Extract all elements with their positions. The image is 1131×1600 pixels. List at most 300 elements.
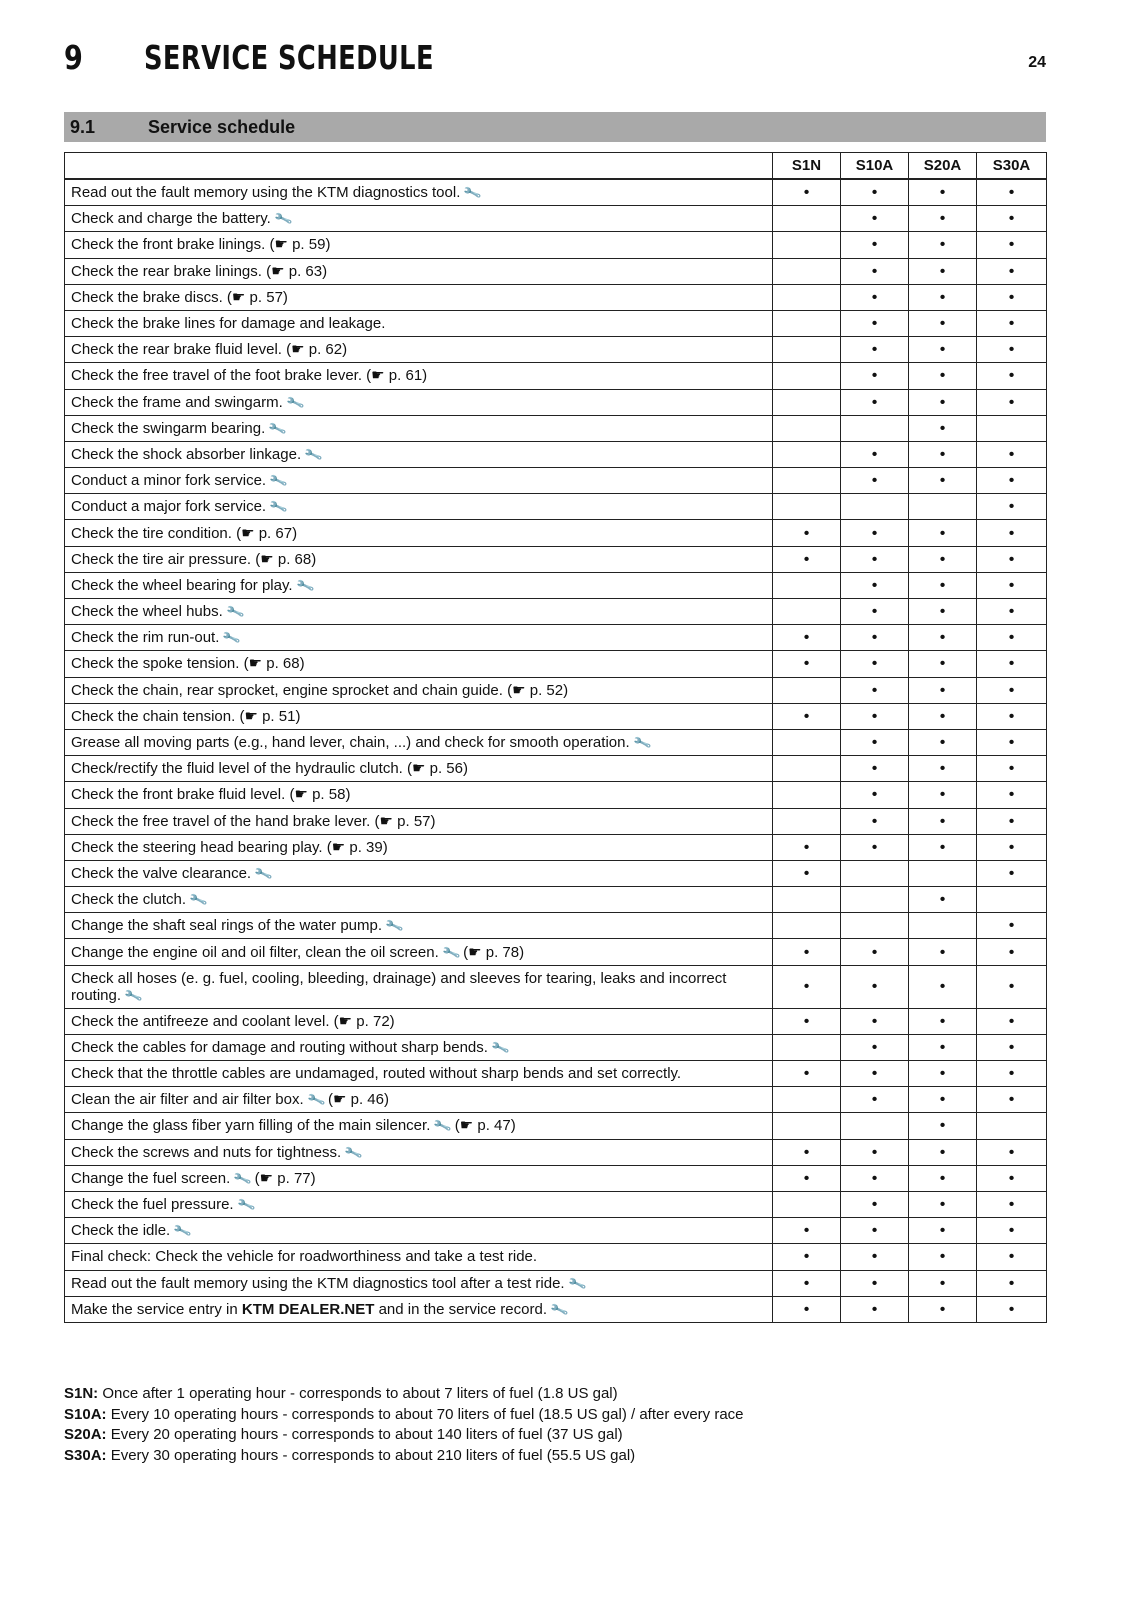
interval-mark-s1n: •	[773, 1165, 841, 1191]
interval-mark-s10a: •	[841, 729, 909, 755]
table-row	[65, 939, 1047, 965]
table-body	[65, 179, 1047, 1322]
table-row	[65, 1218, 1047, 1244]
interval-mark-s30a: •	[977, 1087, 1047, 1113]
wrench-icon: 🔧	[548, 1299, 570, 1320]
interval-mark-s20a: •	[909, 1165, 977, 1191]
hand-pointer-icon: ☛	[271, 262, 289, 280]
hand-pointer-icon: ☛	[512, 681, 530, 699]
legend-entry	[64, 1425, 1046, 1446]
interval-mark-s10a	[841, 1113, 909, 1139]
table-row	[65, 1087, 1047, 1113]
interval-mark-s10a: •	[841, 1296, 909, 1322]
wrench-icon: 🔧	[221, 627, 242, 648]
column-header-s10a: S10A	[841, 153, 909, 180]
page-reference: (☛ p. 68)	[251, 550, 317, 568]
page-reference: (☛ p. 67)	[231, 524, 298, 542]
task-cell	[65, 258, 773, 284]
task-text: Check the free travel of the hand brake lever.	[71, 812, 371, 830]
page-reference: (☛ p. 39)	[322, 838, 388, 856]
interval-mark-s30a: •	[977, 651, 1047, 677]
table-row	[65, 1244, 1047, 1270]
interval-mark-s20a: •	[909, 1087, 977, 1113]
task-text: Change the glass fiber yarn filling of the main silencer.	[71, 1117, 431, 1135]
task-cell	[65, 1087, 773, 1113]
table-row	[65, 232, 1047, 258]
column-header-s30a: S30A	[977, 153, 1047, 180]
interval-mark-s10a: •	[841, 651, 909, 677]
reference-page-text: p. 58	[312, 786, 346, 804]
interval-mark-s10a: •	[841, 756, 909, 782]
hand-pointer-icon: ☛	[231, 288, 250, 306]
table-row	[65, 1061, 1047, 1087]
interval-mark-s10a: •	[841, 808, 909, 834]
interval-mark-s30a: •	[977, 546, 1047, 572]
task-text: Make the service entry in	[71, 1300, 242, 1318]
reference-page-text: p. 72	[356, 1012, 390, 1030]
table-row	[65, 965, 1047, 1008]
table-row	[65, 703, 1047, 729]
task-text: Check the shock absorber linkage.	[71, 445, 302, 463]
wrench-icon: 🔧	[172, 1220, 193, 1241]
table-row	[65, 1034, 1047, 1060]
interval-mark-s20a: •	[909, 677, 977, 703]
wrench-icon: 🔧	[284, 392, 306, 412]
task-cell	[65, 677, 773, 703]
task-text: Check the front brake fluid level.	[71, 786, 286, 804]
interval-mark-s20a: •	[909, 1191, 977, 1217]
table-row	[65, 887, 1047, 913]
task-cell	[65, 913, 773, 939]
interval-mark-s1n	[773, 782, 841, 808]
interval-mark-s1n	[773, 1087, 841, 1113]
interval-mark-s1n	[773, 1191, 841, 1217]
task-cell	[65, 887, 773, 913]
hand-pointer-icon: ☛	[338, 1012, 357, 1030]
interval-mark-s10a: •	[841, 1218, 909, 1244]
interval-mark-s30a: •	[977, 939, 1047, 965]
hand-pointer-icon: ☛	[412, 760, 430, 778]
task-text: Conduct a major fork service.	[71, 498, 267, 516]
table-row	[65, 572, 1047, 598]
interval-mark-s30a: •	[977, 677, 1047, 703]
legend-entry	[64, 1446, 1046, 1467]
task-cell	[65, 599, 773, 625]
task-cell	[65, 206, 773, 232]
task-text: Clean the air filter and air filter box.	[71, 1091, 304, 1109]
interval-mark-s1n	[773, 232, 841, 258]
wrench-icon: 🔧	[235, 1194, 256, 1215]
task-column-header	[65, 153, 773, 180]
task-cell	[65, 651, 773, 677]
interval-mark-s20a: •	[909, 782, 977, 808]
task-cell	[65, 756, 773, 782]
interval-mark-s10a: •	[841, 939, 909, 965]
interval-mark-s30a: •	[977, 1034, 1047, 1060]
interval-mark-s20a: •	[909, 1296, 977, 1322]
interval-mark-s1n	[773, 494, 841, 520]
reference-page-text: p. 56	[429, 760, 463, 778]
interval-mark-s30a: •	[977, 1191, 1047, 1217]
interval-mark-s20a: •	[909, 1218, 977, 1244]
interval-mark-s1n: •	[773, 625, 841, 651]
wrench-icon: 🔧	[267, 418, 288, 439]
interval-mark-s10a: •	[841, 337, 909, 363]
interval-mark-s1n	[773, 441, 841, 467]
table-row	[65, 808, 1047, 834]
table-row	[65, 1165, 1047, 1191]
interval-mark-s10a: •	[841, 599, 909, 625]
task-text: Check the chain tension.	[71, 707, 236, 725]
interval-mark-s10a	[841, 913, 909, 939]
legend-entry	[64, 1384, 1046, 1405]
task-cell	[65, 415, 773, 441]
task-text: Check the clutch.	[71, 891, 187, 909]
task-cell	[65, 494, 773, 520]
legend-text: Every 10 operating hours - corresponds to about 70 liters of fuel (18.5 US gal) / after every race	[106, 1405, 744, 1423]
task-text: Check the front brake linings.	[71, 236, 266, 254]
wrench-icon: 🔧	[253, 863, 274, 884]
task-text: Check the cables for damage and routing without sharp bends.	[71, 1038, 488, 1056]
interval-mark-s30a	[977, 887, 1047, 913]
reference-page-text: p. 46	[350, 1091, 384, 1109]
page-reference: (☛ p. 59)	[265, 236, 331, 254]
task-cell	[65, 965, 773, 1008]
hand-pointer-icon: ☛	[260, 550, 278, 568]
interval-mark-s1n: •	[773, 939, 841, 965]
wrench-icon: 🔧	[122, 985, 144, 1005]
wrench-icon: 🔧	[232, 1168, 253, 1189]
legend-key: S1N:	[64, 1385, 99, 1402]
interval-mark-s20a: •	[909, 756, 977, 782]
legend-key: S10A:	[64, 1405, 107, 1423]
task-cell	[65, 1008, 773, 1034]
interval-mark-s20a: •	[909, 232, 977, 258]
task-text: Check the chain, rear sprocket, engine sprocket and chain guide.	[71, 681, 503, 699]
interval-mark-s1n: •	[773, 520, 841, 546]
hand-pointer-icon: ☛	[332, 1091, 351, 1109]
hand-pointer-icon: ☛	[468, 943, 486, 961]
interval-mark-s1n: •	[773, 651, 841, 677]
table-row	[65, 677, 1047, 703]
interval-mark-s30a: •	[977, 258, 1047, 284]
interval-mark-s10a: •	[841, 232, 909, 258]
reference-page-text: p. 47	[477, 1117, 511, 1135]
interval-mark-s30a: •	[977, 284, 1047, 310]
interval-mark-s30a: •	[977, 860, 1047, 886]
interval-mark-s30a: •	[977, 337, 1047, 363]
page-reference: (☛ p. 56)	[402, 760, 468, 778]
interval-mark-s20a: •	[909, 284, 977, 310]
table-row	[65, 546, 1047, 572]
interval-mark-s10a: •	[841, 546, 909, 572]
wrench-icon: 🔧	[343, 1142, 364, 1162]
interval-mark-s20a: •	[909, 258, 977, 284]
interval-mark-s1n: •	[773, 1218, 841, 1244]
interval-mark-s20a: •	[909, 389, 977, 415]
task-cell	[65, 834, 773, 860]
interval-mark-s1n	[773, 572, 841, 598]
interval-mark-s10a: •	[841, 520, 909, 546]
reference-page-text: p. 59	[292, 236, 326, 254]
interval-mark-s1n: •	[773, 965, 841, 1008]
interval-mark-s20a: •	[909, 939, 977, 965]
wrench-icon: 🔧	[268, 497, 289, 517]
interval-mark-s10a: •	[841, 1270, 909, 1296]
interval-mark-s20a: •	[909, 363, 977, 389]
wrench-icon: 🔧	[305, 1089, 326, 1110]
interval-mark-s10a	[841, 494, 909, 520]
page-reference: (☛ p. 57)	[370, 812, 436, 830]
interval-mark-s10a: •	[841, 625, 909, 651]
legend-key: S20A:	[64, 1426, 107, 1443]
interval-mark-s10a: •	[841, 363, 909, 389]
task-text: Grease all moving parts (e.g., hand lever, chain, ...) and check for smooth operation.	[71, 734, 630, 752]
reference-page-text: p. 63	[288, 262, 323, 280]
table-row	[65, 860, 1047, 886]
page-reference: (☛ p. 63)	[261, 262, 328, 280]
legend-key: S30A:	[64, 1446, 107, 1464]
hand-pointer-icon: ☛	[331, 838, 350, 856]
interval-mark-s1n: •	[773, 834, 841, 860]
legend-text: Every 30 operating hours - corresponds to about 210 liters of fuel (55.5 US gal)	[106, 1446, 636, 1464]
interval-mark-s10a: •	[841, 1061, 909, 1087]
task-text: Check that the throttle cables are undamaged, routed without sharp bends and set correctly.	[71, 1065, 682, 1083]
task-cell	[65, 1034, 773, 1060]
interval-mark-s30a: •	[977, 625, 1047, 651]
task-text: Check the idle.	[71, 1222, 171, 1240]
task-text-bold: KTM DEALER.NET	[241, 1300, 375, 1318]
interval-mark-s30a: •	[977, 703, 1047, 729]
table-row	[65, 206, 1047, 232]
interval-mark-s20a	[909, 494, 977, 520]
page-reference: (☛ p. 58)	[285, 786, 351, 804]
task-cell	[65, 520, 773, 546]
interval-mark-s30a: •	[977, 1270, 1047, 1296]
interval-mark-s30a: •	[977, 389, 1047, 415]
interval-mark-s30a: •	[977, 1008, 1047, 1034]
interval-mark-s1n	[773, 258, 841, 284]
interval-legend	[64, 1384, 1046, 1466]
table-row	[65, 913, 1047, 939]
interval-mark-s1n	[773, 729, 841, 755]
interval-mark-s20a: •	[909, 546, 977, 572]
reference-page-text: p. 62	[308, 341, 343, 359]
interval-mark-s10a	[841, 415, 909, 441]
chapter-header	[64, 38, 1046, 78]
interval-mark-s30a: •	[977, 965, 1047, 1008]
interval-mark-s1n: •	[773, 1244, 841, 1270]
interval-mark-s20a: •	[909, 703, 977, 729]
table-row	[65, 520, 1047, 546]
table-row	[65, 441, 1047, 467]
table-row	[65, 1113, 1047, 1139]
task-cell	[65, 232, 773, 258]
interval-mark-s20a: •	[909, 206, 977, 232]
interval-mark-s1n	[773, 677, 841, 703]
interval-mark-s20a: •	[909, 310, 977, 336]
interval-mark-s30a	[977, 415, 1047, 441]
interval-mark-s1n	[773, 599, 841, 625]
reference-page-text: p. 67	[258, 524, 293, 542]
interval-mark-s20a: •	[909, 1008, 977, 1034]
interval-mark-s30a: •	[977, 1061, 1047, 1087]
interval-mark-s30a: •	[977, 232, 1047, 258]
interval-mark-s20a: •	[909, 441, 977, 467]
task-text: Change the engine oil and oil filter, clean the oil screen.	[71, 943, 439, 961]
interval-mark-s10a: •	[841, 284, 909, 310]
table-row	[65, 625, 1047, 651]
hand-pointer-icon: ☛	[371, 367, 389, 385]
task-text: Check the spoke tension.	[71, 655, 240, 673]
interval-mark-s20a: •	[909, 808, 977, 834]
wrench-icon: 🔧	[566, 1273, 587, 1293]
interval-mark-s30a: •	[977, 1139, 1047, 1165]
task-cell	[65, 1244, 773, 1270]
task-cell	[65, 284, 773, 310]
task-cell	[65, 546, 773, 572]
task-text: Check the steering head bearing play.	[71, 838, 323, 856]
page-reference: (☛ p. 77)	[250, 1169, 316, 1187]
interval-mark-s20a: •	[909, 625, 977, 651]
section-number: 9.1	[70, 117, 96, 137]
table-row	[65, 834, 1047, 860]
task-text: Check the rear brake fluid level.	[71, 341, 282, 359]
interval-mark-s1n	[773, 756, 841, 782]
column-header-s1n: S1N	[773, 153, 841, 180]
interval-mark-s30a: •	[977, 179, 1047, 206]
wrench-icon: 🔧	[268, 470, 289, 491]
table-row	[65, 310, 1047, 336]
table-row	[65, 415, 1047, 441]
interval-mark-s30a: •	[977, 441, 1047, 467]
task-text: Check the valve clearance.	[71, 864, 252, 882]
reference-page-text: p. 52	[529, 681, 564, 699]
chapter-title: SERVICE SCHEDULE	[144, 38, 434, 77]
task-cell	[65, 468, 773, 494]
wrench-icon: 🔧	[224, 601, 246, 622]
interval-mark-s20a: •	[909, 337, 977, 363]
wrench-icon: 🔧	[489, 1037, 511, 1058]
interval-mark-s1n	[773, 337, 841, 363]
legend-text: Once after 1 operating hour - corresponds to about 7 liters of fuel (1.8 US gal)	[98, 1385, 618, 1402]
wrench-icon: 🔧	[440, 942, 462, 962]
wrench-icon: 🔧	[383, 916, 405, 936]
page-reference: (☛ p. 52)	[502, 681, 569, 699]
interval-mark-s10a	[841, 860, 909, 886]
task-text: Check the tire air pressure.	[71, 550, 252, 568]
interval-mark-s10a: •	[841, 206, 909, 232]
wrench-icon: 🔧	[294, 575, 315, 596]
wrench-icon: 🔧	[272, 208, 294, 229]
interval-mark-s30a	[977, 1113, 1047, 1139]
task-cell	[65, 310, 773, 336]
task-text: Read out the fault memory using the KTM diagnostics tool.	[71, 184, 461, 202]
interval-mark-s30a: •	[977, 808, 1047, 834]
interval-mark-s1n	[773, 310, 841, 336]
task-cell	[65, 179, 773, 206]
reference-page-text: p. 77	[277, 1169, 311, 1187]
page-reference: (☛ p. 57)	[222, 288, 288, 306]
interval-mark-s30a: •	[977, 468, 1047, 494]
task-cell	[65, 729, 773, 755]
interval-mark-s10a: •	[841, 677, 909, 703]
page-number: 24	[1028, 54, 1046, 71]
page-reference: (☛ p. 72)	[329, 1012, 395, 1030]
interval-mark-s1n: •	[773, 860, 841, 886]
table-row	[65, 729, 1047, 755]
interval-mark-s30a: •	[977, 756, 1047, 782]
interval-mark-s1n: •	[773, 1296, 841, 1322]
task-text: Check the antifreeze and coolant level.	[71, 1012, 330, 1030]
interval-mark-s1n	[773, 415, 841, 441]
task-cell	[65, 1218, 773, 1244]
interval-mark-s30a: •	[977, 494, 1047, 520]
task-cell	[65, 1191, 773, 1217]
task-text: Final check: Check the vehicle for roadworthiness and take a test ride.	[71, 1248, 538, 1266]
task-cell	[65, 337, 773, 363]
interval-mark-s20a: •	[909, 1139, 977, 1165]
task-cell	[65, 860, 773, 886]
hand-pointer-icon: ☛	[379, 812, 398, 830]
interval-mark-s1n: •	[773, 1139, 841, 1165]
task-text: Read out the fault memory using the KTM diagnostics tool after a test ride.	[71, 1274, 565, 1292]
section-heading-bar	[64, 112, 1046, 142]
interval-mark-s20a: •	[909, 887, 977, 913]
task-cell	[65, 808, 773, 834]
hand-pointer-icon: ☛	[248, 655, 267, 673]
interval-mark-s10a: •	[841, 441, 909, 467]
service-schedule-table	[64, 152, 1047, 1323]
page-reference: (☛ p. 62)	[281, 341, 348, 359]
page-reference: (☛ p. 78)	[458, 943, 525, 961]
interval-mark-s30a: •	[977, 363, 1047, 389]
wrench-icon: 🔧	[462, 182, 483, 203]
interval-mark-s1n	[773, 363, 841, 389]
table-row	[65, 363, 1047, 389]
interval-mark-s20a: •	[909, 179, 977, 206]
interval-mark-s1n	[773, 1113, 841, 1139]
page-reference: (☛ p. 47)	[450, 1117, 516, 1135]
table-row	[65, 1270, 1047, 1296]
table-row	[65, 494, 1047, 520]
page-reference: (☛ p. 61)	[362, 367, 428, 385]
interval-mark-s10a: •	[841, 1034, 909, 1060]
task-cell	[65, 441, 773, 467]
interval-mark-s10a: •	[841, 1165, 909, 1191]
interval-mark-s10a: •	[841, 179, 909, 206]
task-text: Check the rear brake linings.	[71, 262, 262, 280]
interval-mark-s20a: •	[909, 834, 977, 860]
table-row	[65, 337, 1047, 363]
interval-mark-s30a: •	[977, 729, 1047, 755]
hand-pointer-icon: ☛	[291, 341, 309, 359]
interval-mark-s1n	[773, 206, 841, 232]
interval-mark-s10a: •	[841, 572, 909, 598]
wrench-icon: 🔧	[432, 1116, 453, 1136]
task-cell	[65, 625, 773, 651]
interval-mark-s10a: •	[841, 258, 909, 284]
wrench-icon: 🔧	[303, 444, 324, 465]
task-text: Check the wheel bearing for play.	[71, 576, 293, 594]
task-text: Check the wheel hubs.	[71, 603, 223, 621]
task-cell	[65, 703, 773, 729]
task-text: Change the shaft seal rings of the water pump.	[71, 917, 383, 935]
interval-mark-s30a: •	[977, 310, 1047, 336]
task-text: Check the frame and swingarm.	[71, 393, 283, 411]
interval-mark-s30a: •	[977, 520, 1047, 546]
interval-mark-s1n: •	[773, 546, 841, 572]
